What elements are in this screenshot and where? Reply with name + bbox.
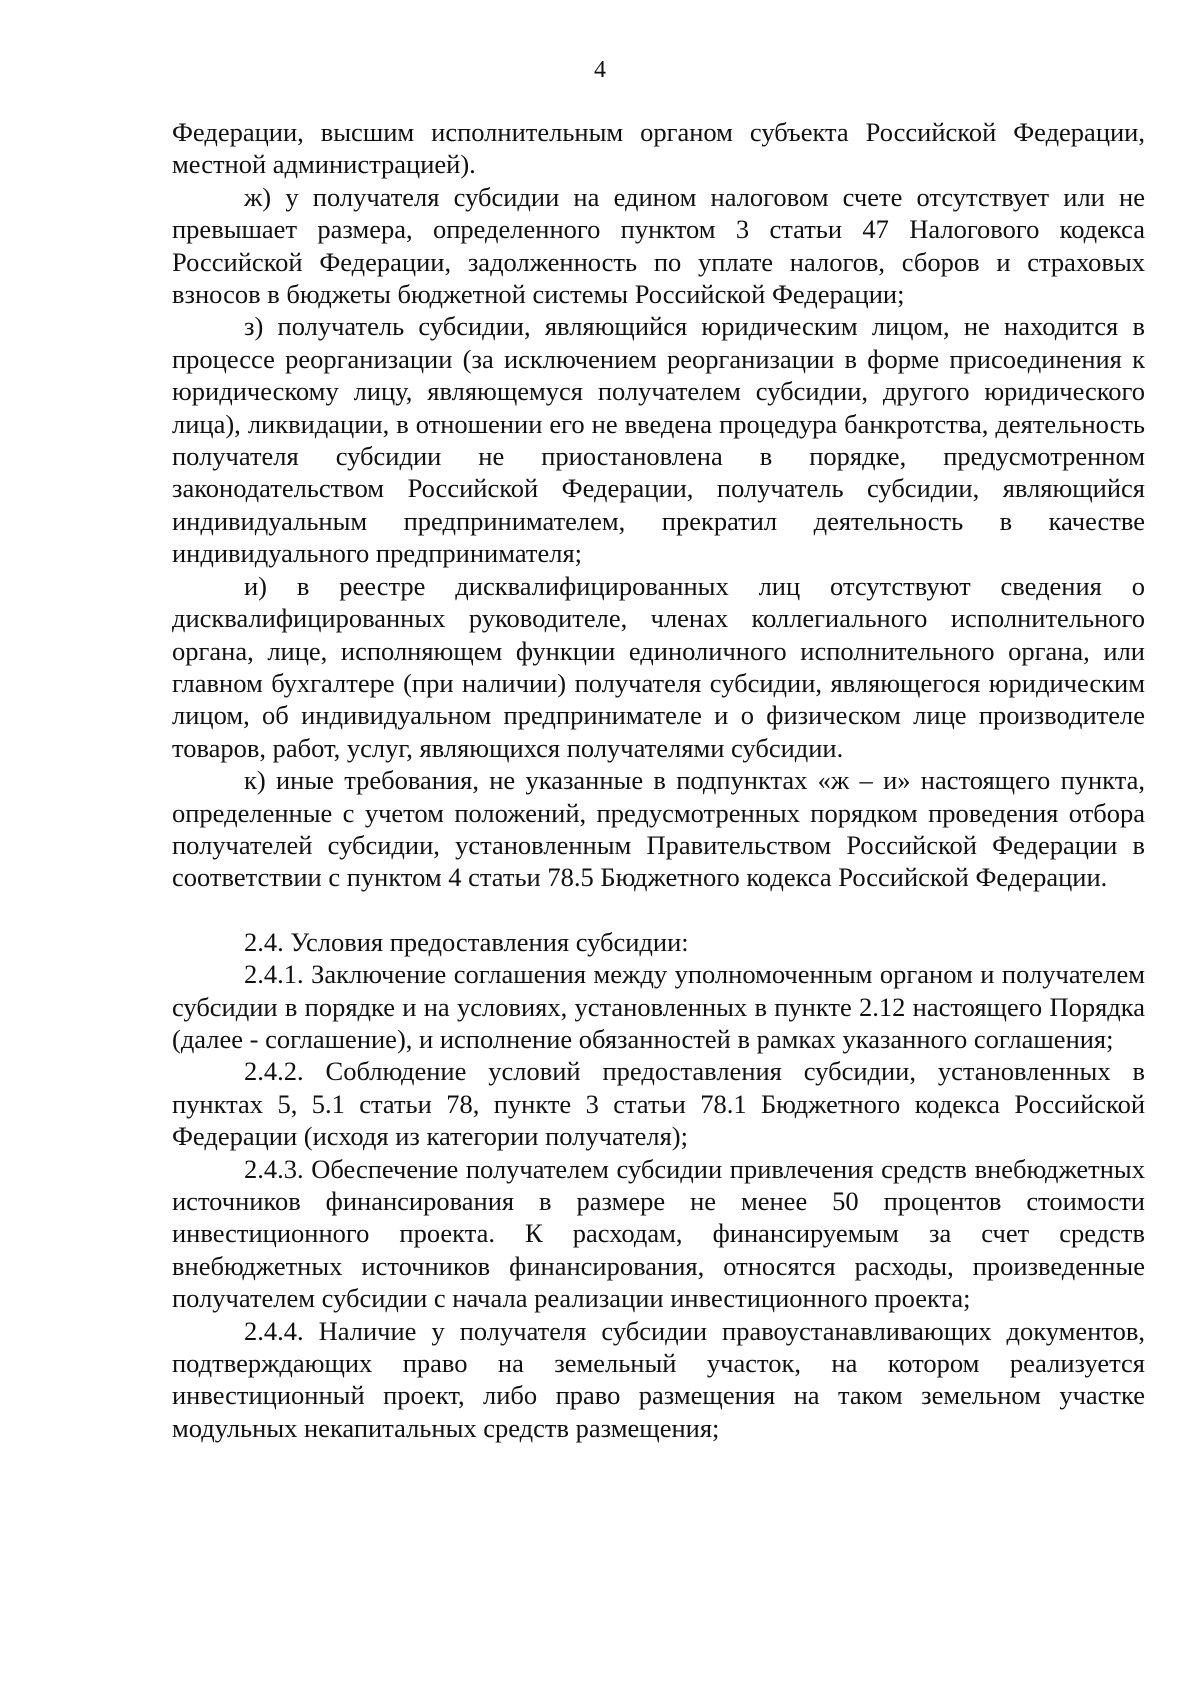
paragraph-item-k: к) иные требования, не указанные в подпунктах «ж – и» настоящего пункта, определенные с учетом положений, предусмотренных порядком проведения отбора получателей субсидии, установленным Правительством Российской Федерации в соответствии с пунктом 4 статьи 78.5 Бюджетного кодекса Российской Федерации.: [172, 765, 1145, 893]
section-heading-2-4: 2.4. Условия предоставления субсидии:: [244, 926, 689, 957]
paragraph-continuation: Федерации, высшим исполнительным органом субъекта Российской Федерации, местной администрацией).: [172, 117, 1145, 180]
page-number: 4: [594, 57, 606, 83]
paragraph-2-4-1: 2.4.1. Заключение соглашения между уполномоченным органом и получателем субсидии в порядке и на условиях, установленных в пункте 2.12 настоящего Порядка (далее - соглашение), и исполнение обязанностей в рамках указанного соглашения;: [172, 959, 1145, 1054]
paragraph-item-zh: ж) у получателя субсидии на едином налоговом счете отсутствует или не превышает размера, определенного пунктом 3 статьи 47 Налогового кодекса Российской Федерации, задолженность по уплате налогов, сборов и страховых взносов в бюджеты бюджетной системы Российской Федерации;: [172, 181, 1145, 310]
document-body: [172, 116, 1145, 1444]
paragraph-item-i: и) в реестре дисквалифицированных лиц отсутствуют сведения о дисквалифицированных руководителе, членах коллегиального исполнительного органа, лице, исполняющем функции единоличного исполнительного органа, или главном бухгалтере (при наличии) получателя субсидии, являющегося юридическим лицом, об индивидуальном предпринимателе и о физическом лице производителе товаров, работ, услуг, являющихся получателями субсидии.: [172, 570, 1145, 763]
paragraph-2-4-3: 2.4.3. Обеспечение получателем субсидии привлечения средств внебюджетных источников финансирования в размере не менее 50 процентов стоимости инвестиционного проекта. К расходам, финансируемым за счет средств внебюджетных источников финансирования, относятся расходы, произведенные получателем субсидии с начала реализации инвестиционного проекта;: [172, 1153, 1145, 1314]
paragraph-2-4-2: 2.4.2. Соблюдение условий предоставления субсидии, установленных в пунктах 5, 5.1 статьи 78, пункте 3 статьи 78.1 Бюджетного кодекса Российской Федерации (исходя из категории получателя);: [172, 1056, 1145, 1152]
paragraph-item-z: з) получатель субсидии, являющийся юридическим лицом, не находится в процессе реорганизации (за исключением реорганизации в форме присоединения к юридическому лицу, являющемуся получателем субсидии, другого юридического лица), ликвидации, в отношении его не введена процедура банкротства, деятельность получателя субсидии не приостановлена в порядке, предусмотренном законодательством Российской Федерации, получатель субсидии, являющийся индивидуальным предпринимателем, прекратил деятельность в качестве индивидуального предпринимателя;: [172, 311, 1145, 569]
paragraph-2-4-4: 2.4.4. Наличие у получателя субсидии правоустанавливающих документов, подтверждающих право на земельный участок, на котором реализуется инвестиционный проект, либо право размещения на таком земельном участке модульных некапитальных средств размещения;: [172, 1315, 1145, 1443]
